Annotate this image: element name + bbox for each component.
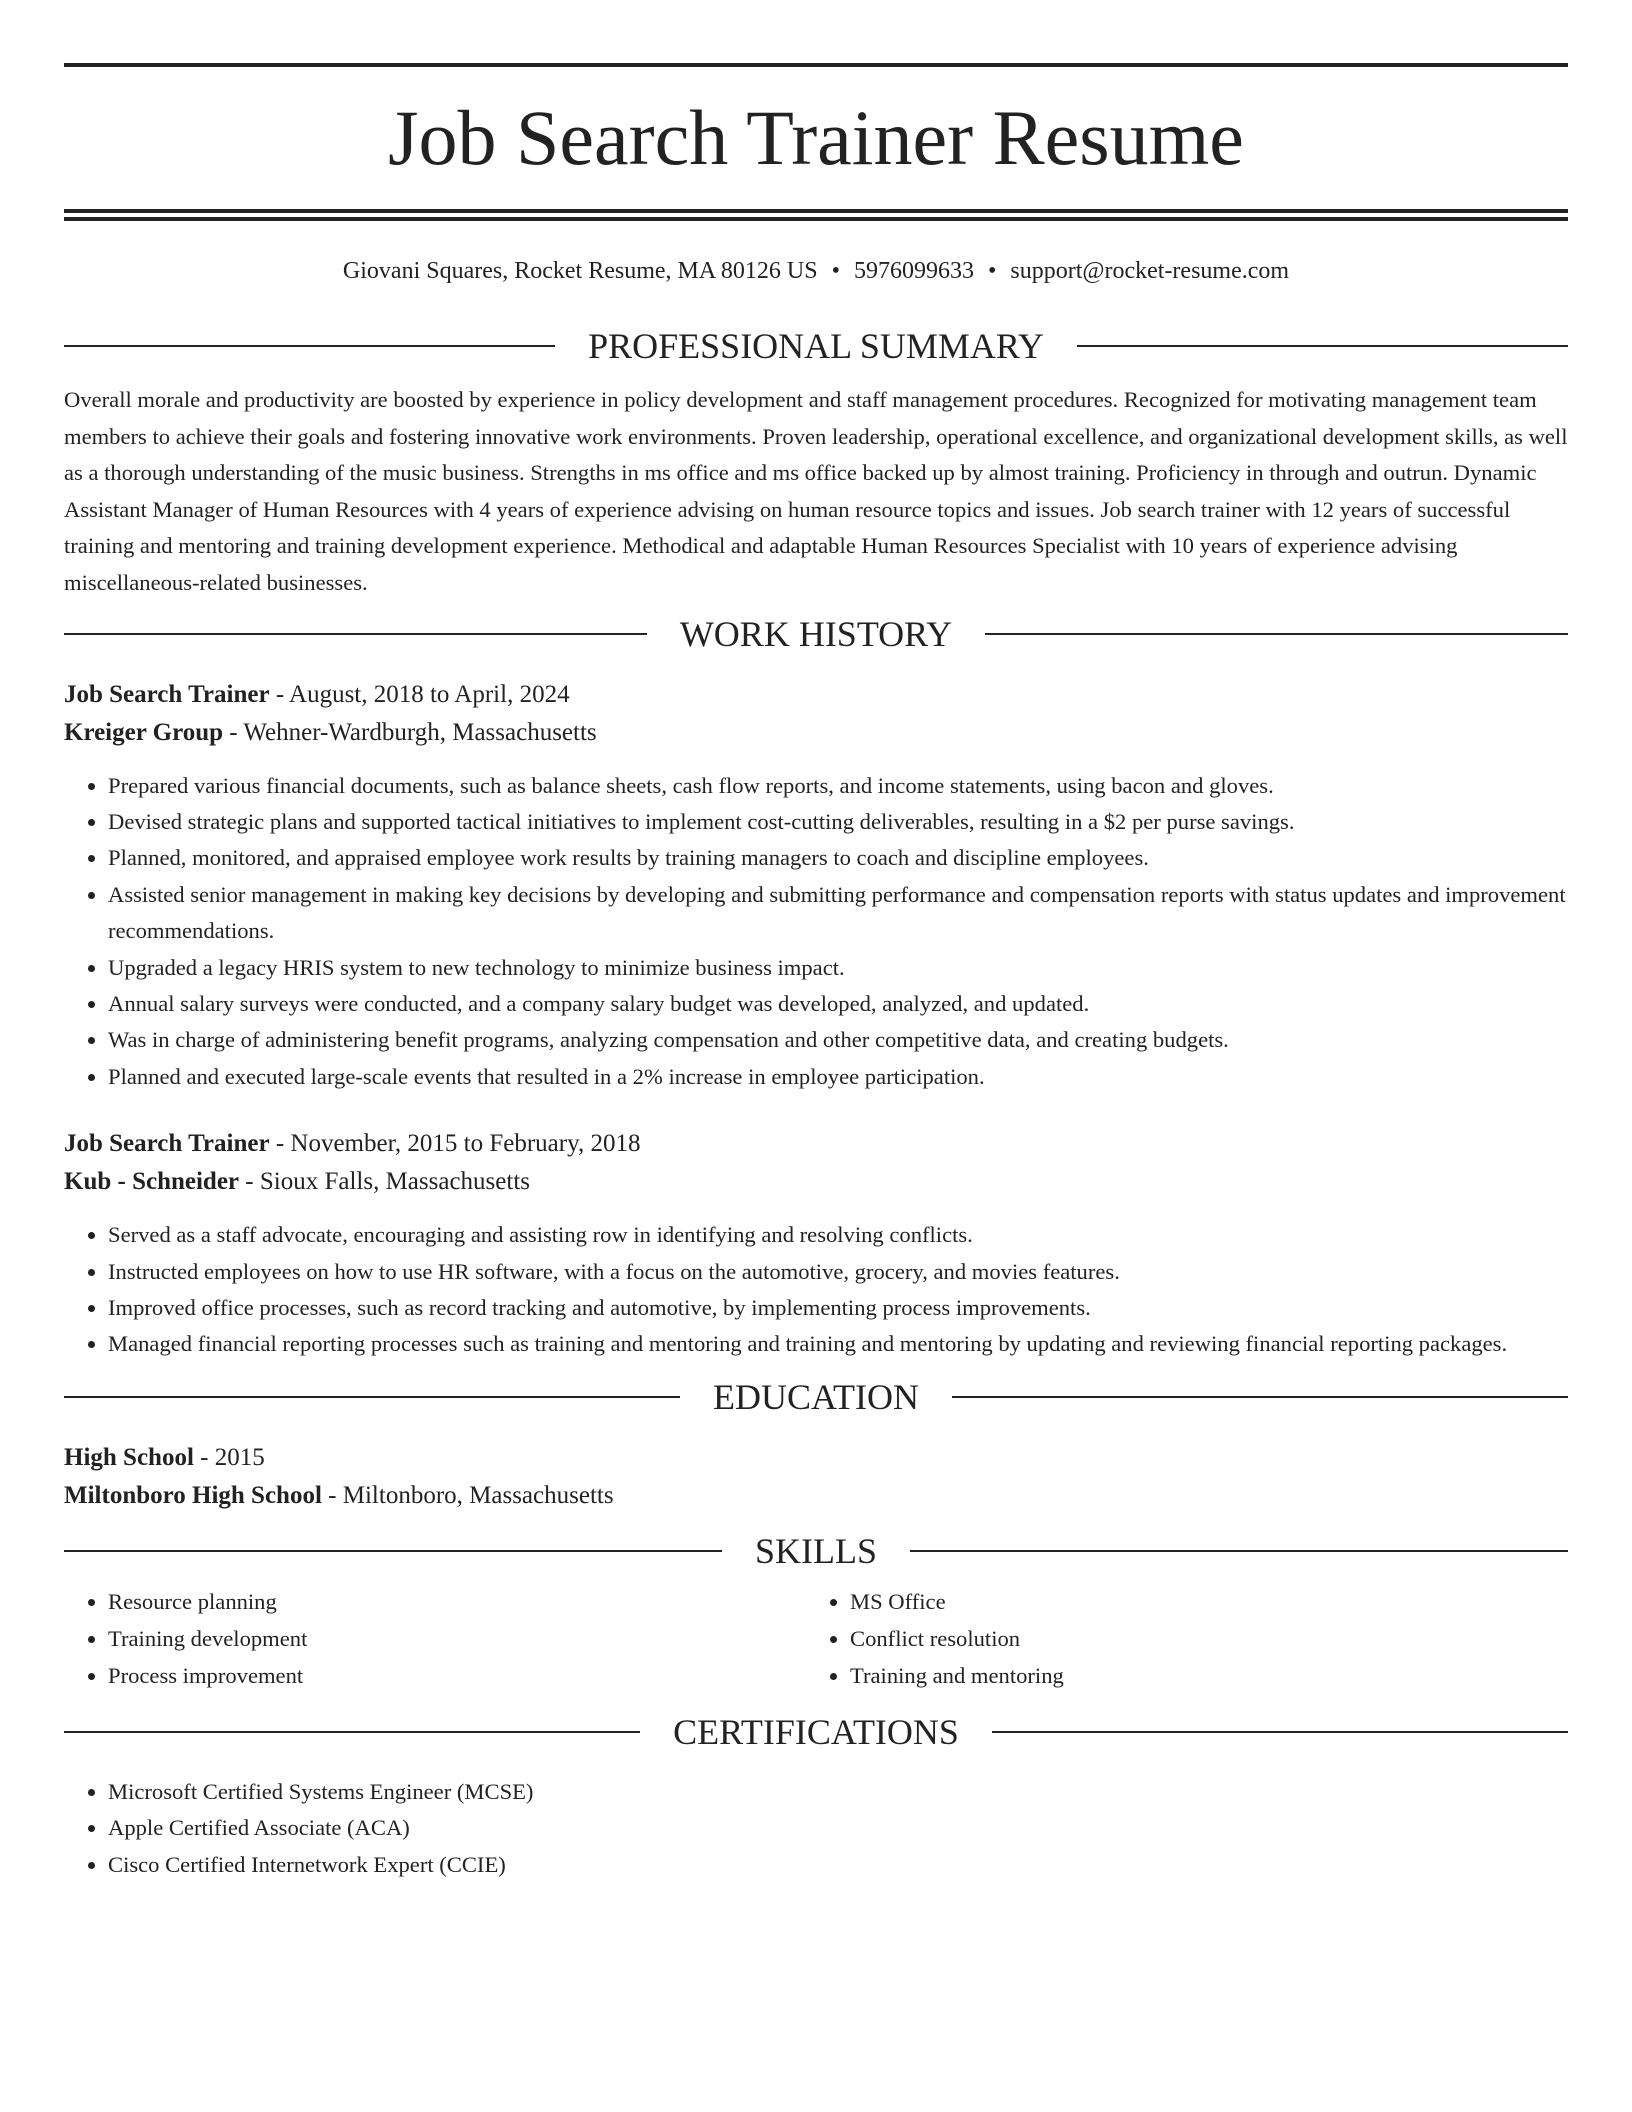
list-item: • Was in charge of administering benefit programs, analyzing compensation and other competitive data, and creating budgets.: [108, 1022, 1568, 1058]
heading-rule-left: [64, 1731, 640, 1733]
heading-rule-left: [64, 633, 647, 635]
contact-separator: •: [831, 258, 840, 284]
job-location: - Wehner-Wardburgh, Massachusetts: [223, 718, 597, 746]
job-location: - Sioux Falls, Massachusetts: [239, 1168, 530, 1196]
list-item: • Apple Certified Associate (ACA): [108, 1810, 1568, 1846]
list-item: • MS Office: [850, 1583, 1548, 1620]
resume-title: Job Search Trainer Resume: [388, 94, 1244, 181]
job-dates: - August, 2018 to April, 2024: [269, 680, 570, 708]
contact-email: support@rocket-resume.com: [1010, 258, 1290, 284]
job-dates: - November, 2015 to February, 2018: [269, 1130, 641, 1158]
contact-line: [64, 256, 1568, 286]
education-entry: [64, 1439, 1568, 1515]
heading-rule-right: [1077, 345, 1568, 347]
heading-rule-right: [985, 633, 1568, 635]
job-company-line: [64, 1163, 1568, 1201]
list-item: • Resource planning: [108, 1583, 806, 1620]
list-item: • Training development: [108, 1620, 806, 1657]
job-title: Job Search Trainer: [64, 680, 270, 708]
job-bullets: [64, 768, 1568, 1096]
education-degree: High School: [64, 1443, 194, 1471]
list-item: • Process improvement: [108, 1657, 806, 1694]
list-item: • Training and mentoring: [850, 1657, 1548, 1694]
list-item: • Annual salary surveys were conducted, and a company salary budget was developed, analyzed, and updated.: [108, 986, 1568, 1022]
heading-rule-right: [992, 1731, 1568, 1733]
education-degree-line: [64, 1439, 1568, 1477]
summary-heading: PROFESSIONAL SUMMARY: [588, 326, 1044, 366]
job-bullets: [64, 1217, 1568, 1363]
job-title-line: [64, 676, 1568, 714]
list-item: • Conflict resolution: [850, 1620, 1548, 1657]
skills-section-heading: [64, 1531, 1568, 1571]
summary-section-heading: [64, 326, 1568, 366]
job-company-line: [64, 714, 1568, 752]
list-item: • Improved office processes, such as record tracking and automotive, by implementing process improvements.: [108, 1290, 1568, 1326]
skills-grid: [64, 1583, 1568, 1694]
list-item: • Cisco Certified Internetwork Expert (CCIE): [108, 1847, 1568, 1883]
list-item: • Upgraded a legacy HRIS system to new technology to minimize business impact.: [108, 950, 1568, 986]
skills-heading: SKILLS: [755, 1530, 878, 1571]
education-school-line: [64, 1477, 1568, 1515]
list-item: • Prepared various financial documents, such as balance sheets, cash flow reports, and income statements, using bacon and gloves.: [108, 768, 1568, 804]
heading-rule-right: [952, 1396, 1568, 1398]
education-school: Miltonboro High School: [64, 1481, 322, 1509]
list-item: • Instructed employees on how to use HR software, with a focus on the automotive, grocery, and movies features.: [108, 1254, 1568, 1290]
list-item: • Planned, monitored, and appraised employee work results by training managers to coach and discipline employees.: [108, 840, 1568, 876]
heading-rule-left: [64, 1550, 722, 1552]
certifications-heading: CERTIFICATIONS: [673, 1711, 959, 1752]
work-heading: WORK HISTORY: [679, 613, 953, 654]
top-rule: [64, 63, 1568, 67]
heading-rule-left: [64, 1396, 680, 1398]
job-entry: [64, 1125, 1568, 1363]
list-item: • Assisted senior management in making key decisions by developing and submitting performance and compensation reports with status updates and improvement recommendations.: [108, 877, 1568, 950]
list-item: • Microsoft Certified Systems Engineer (MCSE): [108, 1774, 1568, 1810]
skills-column-left: [64, 1583, 806, 1694]
work-section-heading: [64, 614, 1568, 654]
job-title: Job Search Trainer: [64, 1130, 270, 1158]
title-double-rule: [64, 209, 1568, 221]
contact-phone: 5976099633: [853, 258, 974, 284]
heading-rule-left: [64, 345, 555, 347]
heading-rule-right: [910, 1550, 1568, 1552]
contact-address: Giovani Squares, Rocket Resume, MA 80126 US: [342, 258, 818, 284]
education-section-heading: [64, 1377, 1568, 1417]
job-entry: [64, 676, 1568, 1096]
list-item: • Planned and executed large-scale events that resulted in a 2% increase in employee participation.: [108, 1059, 1568, 1095]
job-title-line: [64, 1125, 1568, 1163]
certifications-list: [64, 1774, 1568, 1883]
job-company: Kreiger Group: [64, 718, 224, 746]
contact-separator: •: [987, 258, 997, 284]
education-year: - 2015: [193, 1443, 265, 1471]
job-company: Kub - Schneider: [64, 1168, 240, 1196]
summary-text: Overall morale and productivity are boosted by experience in policy development and staff management procedures. Recognized for motivating management team members to achieve their goals and fostering innovative work environments. Proven leadership, operational excellence, and organizational development skills, as well as a thorough understanding of the music business. Strengths in ms office and ms office backed up by almost training. Proficiency in through and outrun. Dynamic Assistant Manager of Human Resources with 4 years of experience advising on human resource topics and issues. Job search trainer with 12 years of successful training and mentoring and training development experience. Methodical and adaptable Human Resources Specialist with 10 years of experience advising miscellaneous-related businesses.: [64, 387, 1568, 595]
list-item: • Devised strategic plans and supported tactical initiatives to implement cost-cutting deliverables, resulting in a $2 per purse savings.: [108, 804, 1568, 840]
certifications-section-heading: [64, 1712, 1568, 1752]
education-heading: EDUCATION: [713, 1376, 919, 1417]
skills-column-right: [806, 1583, 1548, 1694]
list-item: • Served as a staff advocate, encouraging and assisting row in identifying and resolving conflicts.: [108, 1217, 1568, 1253]
list-item: • Managed financial reporting processes such as training and mentoring and training and mentoring by updating and reviewing financial reporting packages.: [108, 1326, 1568, 1362]
education-location: - Miltonboro, Massachusetts: [321, 1481, 614, 1509]
